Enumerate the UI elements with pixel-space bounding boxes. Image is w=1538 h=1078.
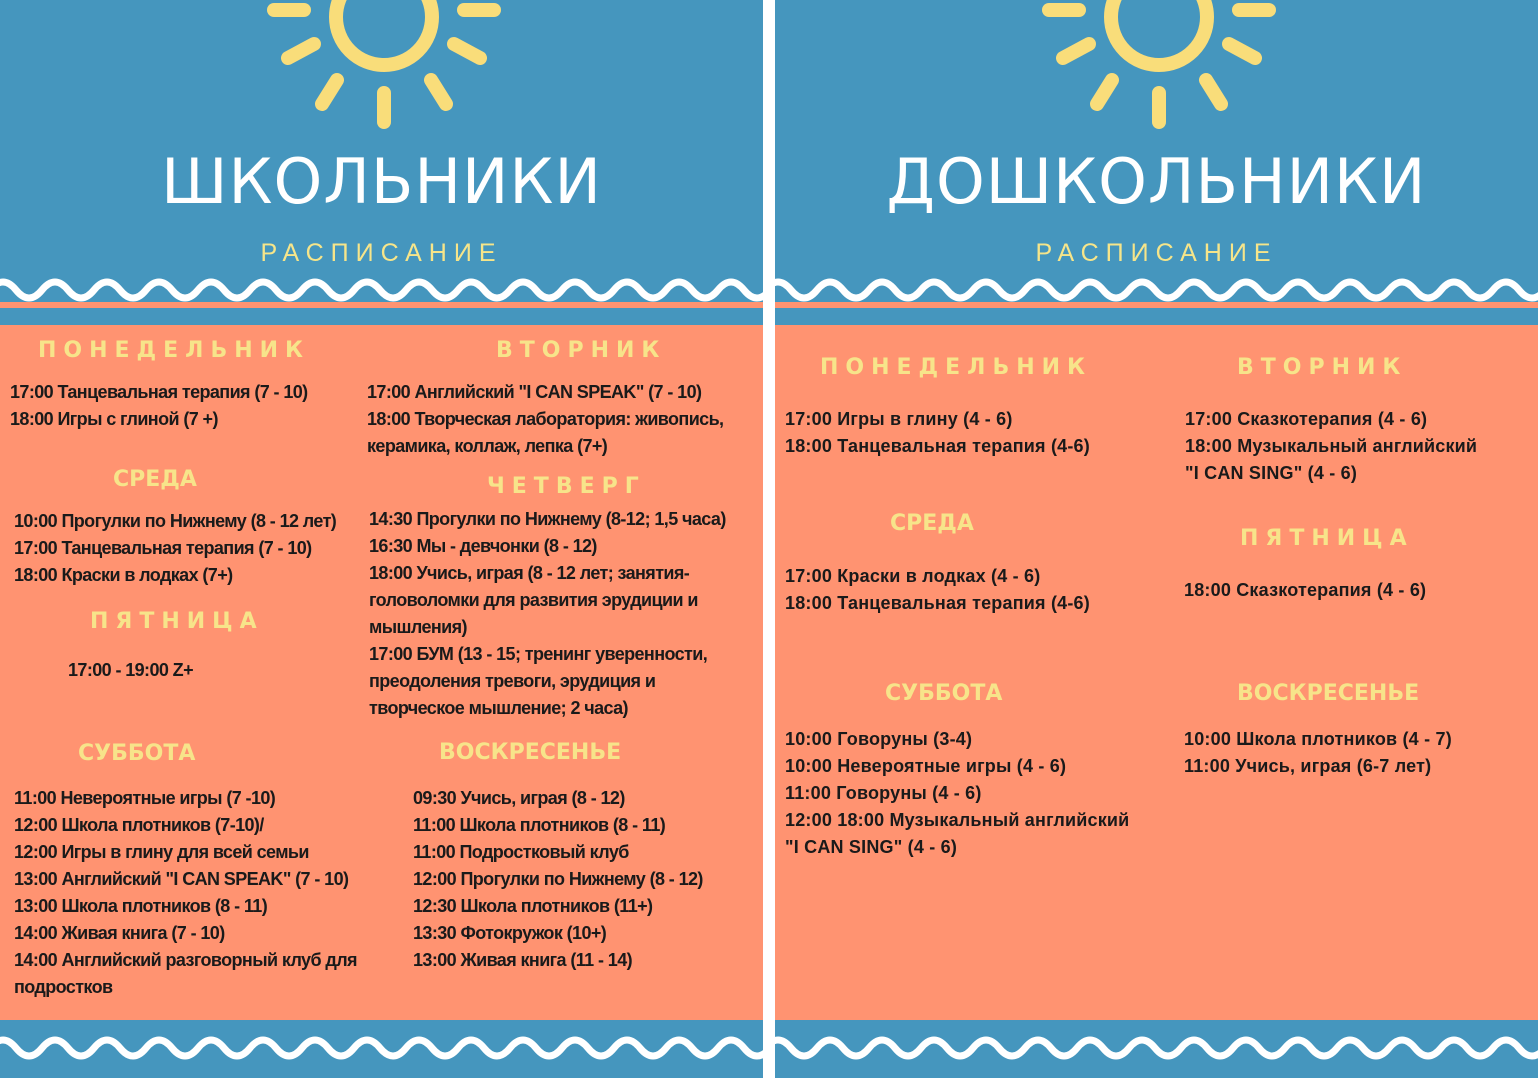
wave-footer <box>775 1020 1538 1078</box>
list-item: 18:00 Музыкальный английский <box>1185 436 1478 456</box>
day-monday: ПОНЕДЕЛЬНИК <box>38 338 311 363</box>
list-item: 17:00 Английский "I CAN SPEAK" (7 - 10) <box>367 382 702 402</box>
list-item: 11:00 Школа плотников (8 - 11) <box>413 815 666 835</box>
saturday-list <box>785 726 1129 861</box>
list-item: 14:00 Английский разговорный клуб для <box>14 950 357 970</box>
wave-divider <box>0 268 763 308</box>
list-item: 09:30 Учись, играя (8 - 12) <box>413 788 625 808</box>
list-item: преодоления тревоги, эрудиция и <box>369 671 656 691</box>
wednesday-list <box>785 563 1090 617</box>
friday-list <box>68 657 193 684</box>
list-item: 10:00 Прогулки по Нижнему (8 - 12 лет) <box>14 511 337 531</box>
list-item: 14:00 Живая книга (7 - 10) <box>14 923 225 943</box>
list-item: 17:00 Сказкотерапия (4 - 6) <box>1185 409 1428 429</box>
list-item: 10:00 Невероятные игры (4 - 6) <box>785 756 1067 776</box>
list-item: 12:00 18:00 Музыкальный английский <box>785 810 1130 830</box>
list-item: 13:00 Живая книга (11 - 14) <box>413 950 633 970</box>
day-tuesday: ВТОРНИК <box>496 338 667 363</box>
list-item: мышления) <box>369 617 467 637</box>
list-item: 11:00 Невероятные игры (7 -10) <box>14 788 276 808</box>
list-item: 17:00 Танцевальная терапия (7 - 10) <box>14 538 312 558</box>
list-item: 18:00 Краски в лодках (7+) <box>14 565 233 585</box>
sunday-list <box>413 785 703 974</box>
list-item: "I CAN SING" (4 - 6) <box>785 837 958 857</box>
monday-list <box>785 406 1090 460</box>
list-item: 12:00 Прогулки по Нижнему (8 - 12) <box>413 869 703 889</box>
poster-preschool <box>775 0 1538 1078</box>
day-friday: ПЯТНИЦА <box>1240 526 1414 551</box>
sunday-list <box>1184 726 1452 780</box>
list-item: 18:00 Игры с глиной (7 +) <box>10 409 218 429</box>
list-item: 17:00 - 19:00 Z+ <box>68 660 193 680</box>
list-item: головоломки для развития эрудиции и <box>369 590 698 610</box>
list-item: 12:00 Школа плотников (7-10)/ <box>14 815 264 835</box>
wednesday-list <box>14 508 336 589</box>
list-item: 10:00 Говоруны (3-4) <box>785 729 973 749</box>
sun-icon <box>1039 0 1279 135</box>
list-item: 11:00 Учись, играя (6-7 лет) <box>1184 756 1432 776</box>
list-item: 17:00 Танцевальная терапия (7 - 10) <box>10 382 308 402</box>
list-item: 13:00 Английский "I CAN SPEAK" (7 - 10) <box>14 869 349 889</box>
day-friday: ПЯТНИЦА <box>90 609 264 634</box>
day-sunday: ВОСКРЕСЕНЬЕ <box>439 740 622 765</box>
list-item: 17:00 Игры в глину (4 - 6) <box>785 409 1013 429</box>
thursday-list <box>369 506 726 722</box>
day-wednesday: СРЕДА <box>890 511 974 536</box>
saturday-list <box>14 785 357 1001</box>
monday-list <box>10 379 308 433</box>
list-item: 16:30 Мы - девчонки (8 - 12) <box>369 536 597 556</box>
wave-footer <box>0 1020 763 1078</box>
friday-list <box>1184 577 1426 604</box>
day-wednesday: СРЕДА <box>113 467 197 492</box>
day-monday: ПОНЕДЕЛЬНИК <box>820 355 1093 380</box>
page-subtitle: РАСПИСАНИЕ <box>1035 239 1278 267</box>
list-item: 18:00 Учись, играя (8 - 12 лет; занятия- <box>369 563 690 583</box>
poster-school <box>0 0 763 1078</box>
list-item: 12:00 Игры в глину для всей семьи <box>14 842 309 862</box>
list-item: 13:30 Фотокружок (10+) <box>413 923 607 943</box>
sun-icon <box>264 0 504 135</box>
wave-divider <box>775 268 1538 308</box>
list-item: "I CAN SING" (4 - 6) <box>1185 463 1358 483</box>
list-item: 11:00 Говоруны (4 - 6) <box>785 783 982 803</box>
day-thursday: ЧЕТВЕРГ <box>487 474 646 499</box>
day-sunday: ВОСКРЕСЕНЬЕ <box>1237 681 1420 706</box>
list-item: творческое мышление; 2 часа) <box>369 698 628 718</box>
list-item: 13:00 Школа плотников (8 - 11) <box>14 896 268 916</box>
list-item: 17:00 БУМ (13 - 15; тренинг уверенности, <box>369 644 708 664</box>
list-item: 14:30 Прогулки по Нижнему (8-12; 1,5 часа) <box>369 509 726 529</box>
list-item: 18:00 Творческая лаборатория: живопись, <box>367 409 724 429</box>
tuesday-list <box>367 379 723 460</box>
day-saturday: СУББОТА <box>885 681 1003 706</box>
list-item: 10:00 Школа плотников (4 - 7) <box>1184 729 1452 749</box>
day-saturday: СУББОТА <box>78 741 196 766</box>
day-tuesday: ВТОРНИК <box>1237 355 1408 380</box>
list-item: 11:00 Подростковый клуб <box>413 842 629 862</box>
list-item: подростков <box>14 977 113 997</box>
list-item: 18:00 Сказкотерапия (4 - 6) <box>1184 580 1427 600</box>
list-item: 17:00 Краски в лодках (4 - 6) <box>785 566 1041 586</box>
tuesday-list <box>1185 406 1477 487</box>
list-item: 18:00 Танцевальная терапия (4-6) <box>785 436 1090 456</box>
list-item: 12:30 Школа плотников (11+) <box>413 896 653 916</box>
list-item: 18:00 Танцевальная терапия (4-6) <box>785 593 1090 613</box>
page-title: ДОШКОЛЬНИКИ <box>886 145 1427 218</box>
page-subtitle: РАСПИСАНИЕ <box>260 239 503 267</box>
page-title: ШКОЛЬНИКИ <box>161 145 602 218</box>
list-item: керамика, коллаж, лепка (7+) <box>367 436 608 456</box>
